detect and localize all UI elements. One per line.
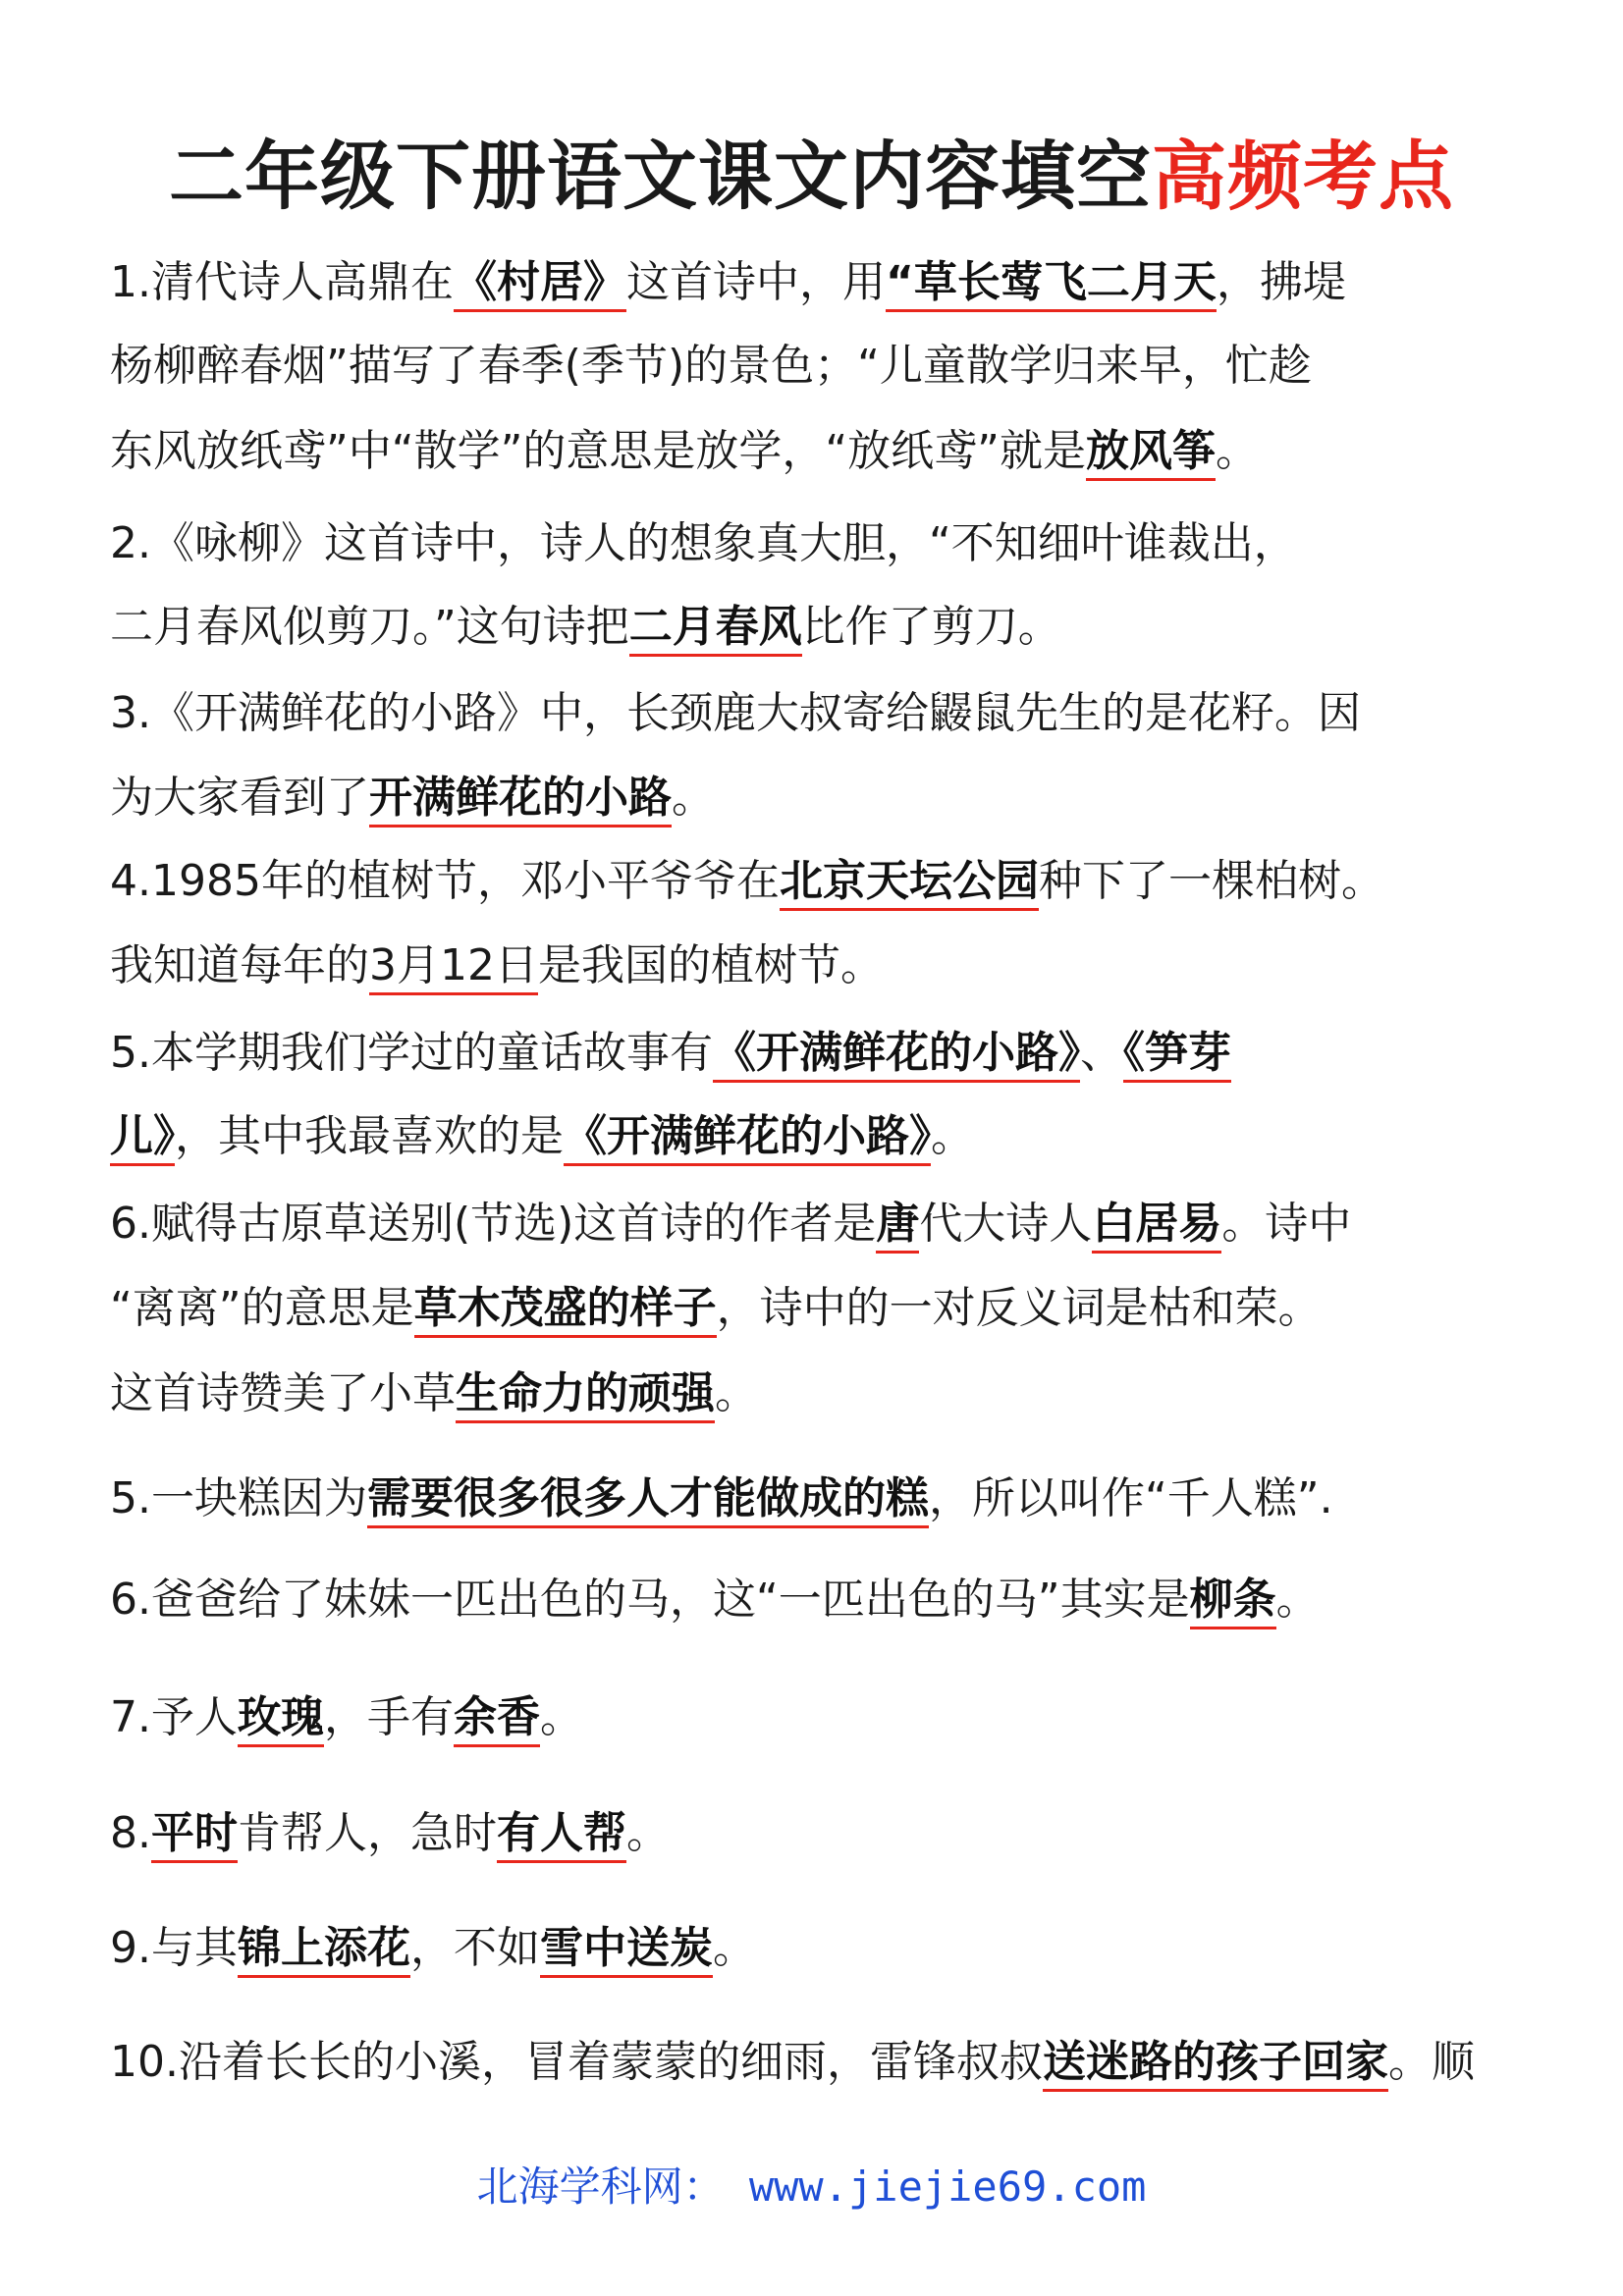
text-segment: 种下了一棵柏树。 <box>1038 856 1384 906</box>
text-segment: 8. <box>110 1808 151 1858</box>
answer-blank: 《开满鲜花的小路》 <box>713 1028 1080 1083</box>
text-segment: 。 <box>931 1111 974 1161</box>
text-line <box>110 253 1346 312</box>
answer-blank: 《开满鲜花的小路》 <box>564 1111 931 1166</box>
text-segment: 、 <box>1079 1028 1123 1078</box>
text-segment: 。 <box>1275 1575 1320 1625</box>
answer-blank: 唐 <box>876 1199 919 1254</box>
text-segment: 为大家看到了 <box>110 773 369 823</box>
answer-blank: 《笋芽 <box>1123 1028 1231 1083</box>
answer-blank: 开满鲜花的小路 <box>369 773 672 828</box>
answer-blank: 玫瑰 <box>238 1692 324 1747</box>
text-segment: 6.爸爸给了妹妹一匹出色的马，这“一匹出色的马”其实是 <box>110 1575 1190 1625</box>
text-line <box>110 514 1297 573</box>
text-segment: 5.一块糕因为 <box>110 1473 367 1523</box>
text-line <box>110 598 1061 657</box>
text-segment: ，诗中的一对反义词是枯和荣。 <box>716 1283 1322 1333</box>
text-line <box>110 1024 1231 1083</box>
text-segment: 9.与其 <box>110 1923 238 1973</box>
answer-blank: “草长莺飞二月天 <box>886 257 1217 312</box>
text-segment: 东风放纸鸢”中“散学”的意思是放学，“放纸鸢”就是 <box>110 426 1086 476</box>
text-segment: “离离”的意思是 <box>110 1283 414 1333</box>
answer-blank: 生命力的顽强 <box>456 1368 715 1423</box>
text-line <box>110 1195 1351 1254</box>
answer-blank: 草木茂盛的样子 <box>414 1283 717 1338</box>
text-segment: 。顺 <box>1387 2037 1475 2087</box>
text-segment: 是我国的植树节。 <box>537 940 884 990</box>
text-segment: 这首诗赞美了小草 <box>110 1368 456 1418</box>
text-segment: 6.赋得古原草送别(节选)这首诗的作者是 <box>110 1199 877 1249</box>
answer-blank: 《村居》 <box>454 257 626 312</box>
text-line <box>110 684 1361 743</box>
text-line <box>110 1279 1322 1338</box>
text-line <box>110 936 884 995</box>
text-segment: 4.1985年的植树节，邓小平爷爷在 <box>110 856 780 906</box>
answer-blank: 柳条 <box>1190 1575 1276 1629</box>
text-segment: ，所以叫作“千人糕”. <box>928 1473 1333 1523</box>
answer-blank: 需要很多很多人才能做成的糕 <box>367 1473 929 1528</box>
text-segment: 7.予人 <box>110 1692 238 1742</box>
text-line <box>110 1107 974 1166</box>
title-main: 二年级下册语文课文内容填空 <box>169 133 1152 220</box>
text-segment: 杨柳醉春烟”描写了春季(季节)的景色；“儿童散学归来早，忙趁 <box>110 341 1312 391</box>
text-segment: 。 <box>1215 426 1259 476</box>
answer-blank: 平时 <box>151 1808 238 1863</box>
text-line <box>110 1469 1333 1528</box>
text-segment: 2.《咏柳》这首诗中，诗人的想象真大胆，“不知细叶谁裁出， <box>110 518 1297 568</box>
text-line <box>110 769 715 828</box>
answer-blank: 白居易 <box>1092 1199 1221 1254</box>
text-line <box>110 852 1384 911</box>
text-segment: 。 <box>539 1692 583 1742</box>
text-segment: 代大诗人 <box>919 1199 1093 1249</box>
answer-blank: 有人帮 <box>497 1808 626 1863</box>
underlined-text: 3月12日 <box>369 940 538 995</box>
text-line <box>110 422 1259 481</box>
text-segment: 二月春风似剪刀。”这句诗把 <box>110 602 629 652</box>
text-segment: 1.清代诗人高鼎在 <box>110 257 454 307</box>
text-line <box>110 2033 1475 2092</box>
text-segment: 。 <box>672 773 715 823</box>
text-segment: 10.沿着长长的小溪，冒着蒙蒙的细雨，雷锋叔叔 <box>110 2037 1043 2087</box>
text-line <box>110 1804 670 1863</box>
text-line <box>110 1364 758 1423</box>
text-segment: 。 <box>715 1368 758 1418</box>
text-segment: 5.本学期我们学过的童话故事有 <box>110 1028 713 1078</box>
text-segment: ，手有 <box>323 1692 454 1742</box>
text-line <box>110 337 1312 396</box>
text-segment: 3.《开满鲜花的小路》中，长颈鹿大叔寄给鼹鼠先生的是花籽。因 <box>110 688 1361 738</box>
text-line <box>110 1688 583 1747</box>
answer-blank: 锦上添花 <box>238 1923 410 1978</box>
answer-blank: 送迷路的孩子回家 <box>1043 2037 1388 2092</box>
text-segment: 。诗中 <box>1221 1199 1352 1249</box>
answer-blank: 放风筝 <box>1086 426 1216 481</box>
answer-blank: 北京天坛公园 <box>780 856 1039 911</box>
text-segment: 。 <box>712 1923 756 1973</box>
text-segment: ，拂堤 <box>1216 257 1346 307</box>
text-segment: 这首诗中，用 <box>625 257 886 307</box>
text-segment: 。 <box>625 1808 670 1858</box>
title-highlight: 高频考点 <box>1152 133 1454 220</box>
text-segment: 肯帮人，急时 <box>237 1808 497 1858</box>
text-line <box>110 1571 1320 1629</box>
answer-blank: 儿》 <box>110 1111 175 1166</box>
text-line <box>110 1919 756 1978</box>
text-segment: ，不如 <box>409 1923 540 1973</box>
page-title <box>0 123 1623 231</box>
answer-blank: 二月春风 <box>629 602 802 657</box>
text-segment: 比作了剪刀。 <box>801 602 1061 652</box>
text-segment: ，其中我最喜欢的是 <box>175 1111 564 1161</box>
footer-website: 北海学科网： www.jiejie69.com <box>476 2163 1147 2211</box>
answer-blank: 余香 <box>454 1692 540 1747</box>
answer-blank: 雪中送炭 <box>540 1923 713 1978</box>
text-segment: 我知道每年的 <box>110 940 369 990</box>
